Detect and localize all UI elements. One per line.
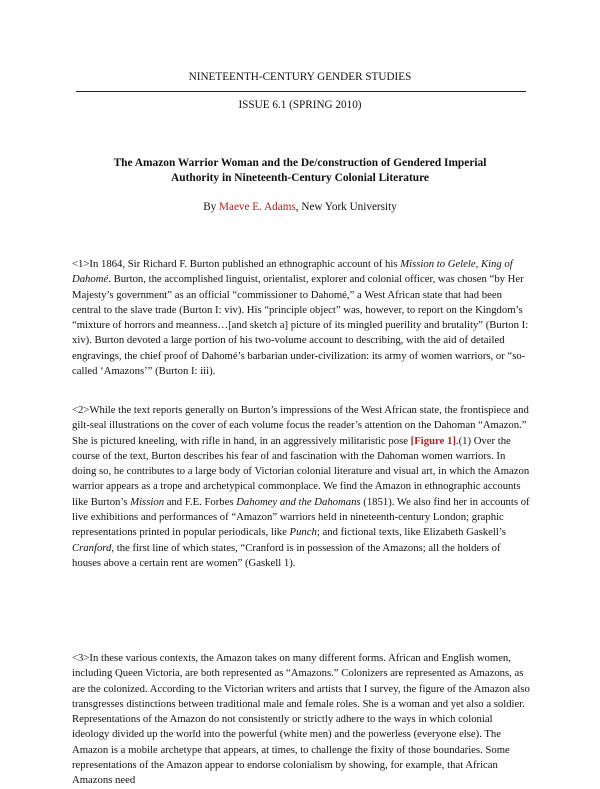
p2-text-e: ; and fictional texts, like Elizabeth Gaskell’s	[316, 526, 506, 539]
figure-1-link[interactable]: [Figure 1]	[410, 434, 456, 447]
byline-prefix: By	[203, 201, 220, 213]
p1-text-b: . Burton, the accomplished linguist, orientalist, explorer and colonial officer, was chosen “by Her Majesty’s government” as an official “commissioner to Dahomé,” a West African state that had been central to the slave trade (Burton I: viv). His “principle object” was, however, to report on the Kingdom’s “mixture of horrors and meanness…[and sketch a] picture of its mingled puerility and brutality” (Burton I: xiv). Burton devoted a large portion of his two-volume account to describing, with the aid of detailed engravings, the chief proof of Dahomé’s barbarian under-civilization: its army of women warriors, or “so-called ‘Amazons’” (Burton I: iii).	[72, 273, 529, 378]
p2-text-a: <2>While the text reports generally on Burton’s impressions of the West African state, the frontispiece and gilt-seal illustrations on the cover of each volume focus the reader’s attention on the Dahoman “Amazon.” She is pictured kneeling, with rifle in hand, in an aggressively militaristic pose	[72, 404, 529, 447]
p2-italic-dahomey: Dahomey and the Dahomans	[236, 495, 361, 508]
p3-text-a: <3>In these various contexts, the Amazon takes on many different forms. African and English women, including Queen Victoria, are both represented as “Amazons.” Colonizers are represented as Amazons, as are the colonized. According to the Victorian writers and artists that I survey, the figure of the Amazon also transgresses distinctions between traditional male and female roles. She is a woman and yet also a soldier. Representations of the Amazon do not consistently or strictly adhere to the ways in which colonial ideology divided up the world into the powerful (white men) and the powerless (everyone else). The Amazon is a mobile archetype that appears, at times, to challenge the fixity of those boundaries. Some representations of the Amazon appear to endorse colonialism by showing, for example, that African Amazons need	[72, 652, 530, 787]
byline	[0, 200, 600, 214]
p2-text-c: and F.E. Forbes	[164, 495, 237, 508]
author-affiliation: , New York University	[295, 201, 397, 213]
p1-italic-title: Mission to Gelele, King of Dahomé	[72, 258, 513, 286]
p2-italic-punch: Punch	[289, 526, 317, 539]
author-link[interactable]: Maeve E. Adams	[219, 201, 296, 213]
p2-text-d: (1851). We also find her in accounts of live exhibitions and performances of “Amazon” warriors held in nineteenth-century London; graphic representations printed in popular periodicals, like	[72, 495, 530, 539]
paragraph-1	[72, 257, 532, 379]
paragraph-2	[72, 403, 532, 571]
article-title: The Amazon Warrior Woman and the De/construction of Gendered Imperial Authority in Nineteenth-Century Colonial Literature	[113, 157, 487, 184]
p2-italic-cranford: Cranford	[72, 541, 112, 554]
issue-label: ISSUE 6.1 (SPRING 2010)	[238, 99, 362, 111]
p1-text-a: <1>In 1864, Sir Richard F. Burton published an ethnographic account of his	[72, 258, 401, 270]
header-divider	[76, 91, 526, 92]
journal-title: NINETEENTH-CENTURY GENDER STUDIES	[188, 71, 412, 83]
paragraph-3	[72, 651, 532, 789]
p2-italic-mission: Mission	[130, 495, 165, 508]
p2-text-b: .(1) Over the course of the text, Burton describes his fear of and fascination with the Dahoman women warriors. In doing so, he contributes to a large body of Victorian colonial literature and visual art, in which the Amazon warrior appears as a trope and archetypical commonplace. We find the Amazon in ethnographic accounts like Burton’s	[72, 434, 530, 508]
p2-text-f: , the first line of which states, “Cranford is in possession of the Amazons; all the holders of houses above a certain rent are women” (Gaskell 1).	[72, 541, 501, 569]
